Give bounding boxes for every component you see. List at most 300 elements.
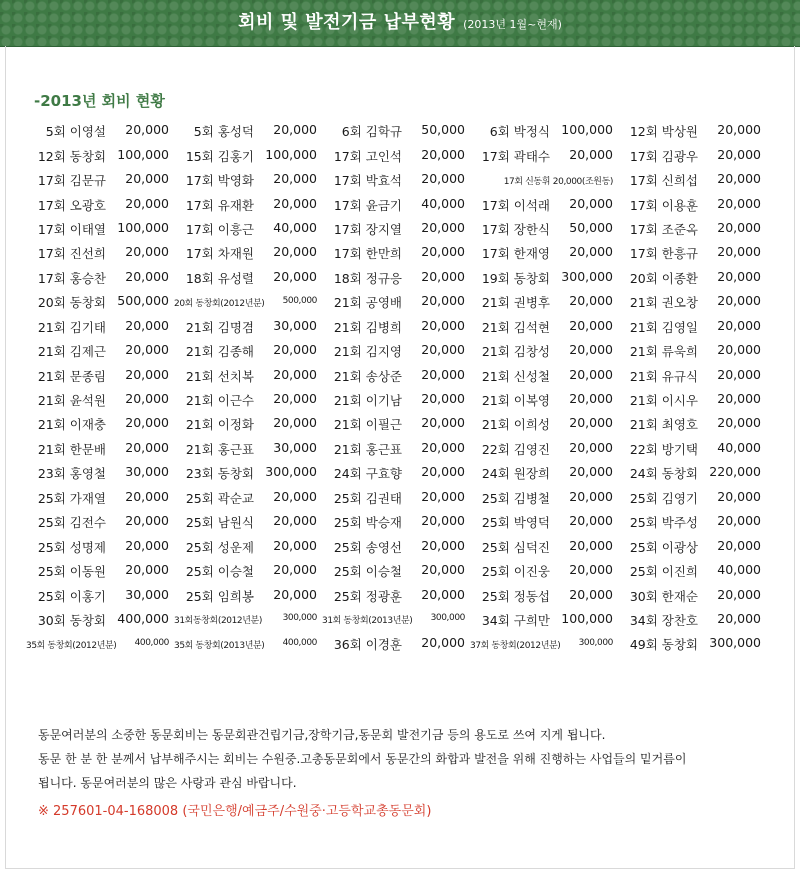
member-name: 25회 이진웅 bbox=[481, 564, 550, 580]
member-name: 25회 곽순교 bbox=[185, 490, 254, 506]
member-name: 21회 공영배 bbox=[333, 295, 402, 311]
dues-entry bbox=[174, 342, 322, 360]
member-name: 17회 이석래 bbox=[481, 197, 550, 213]
member-name: 18회 유성렬 bbox=[185, 270, 254, 286]
dues-row bbox=[26, 192, 766, 216]
amount: 20,000 bbox=[569, 244, 613, 260]
dues-entry bbox=[470, 391, 618, 409]
dues-entry bbox=[618, 342, 766, 360]
dues-row bbox=[26, 559, 766, 583]
member-name: 6회 김학규 bbox=[341, 124, 402, 140]
dues-entry bbox=[26, 489, 174, 507]
amount: 20,000 bbox=[717, 122, 761, 138]
amount: 20,000 bbox=[421, 146, 465, 162]
amount: 400,000 bbox=[117, 610, 169, 626]
member-name: 17회 장지열 bbox=[333, 221, 402, 237]
member-name: 21회 홍근표 bbox=[333, 441, 402, 457]
dues-entry bbox=[618, 611, 766, 629]
dues-entry bbox=[618, 635, 766, 653]
amount: 300,000 bbox=[265, 464, 317, 480]
dues-entry bbox=[618, 367, 766, 385]
dues-row bbox=[26, 583, 766, 607]
member-name: 25회 김전수 bbox=[37, 515, 106, 531]
member-name: 17회 이흥근 bbox=[185, 221, 254, 237]
dues-row bbox=[26, 437, 766, 461]
member-name: 25회 가재열 bbox=[37, 490, 106, 506]
member-name: 17회 한재영 bbox=[481, 246, 550, 262]
member-name: 21회 이희성 bbox=[481, 417, 550, 433]
dues-entry bbox=[26, 415, 174, 433]
amount: 300,000 bbox=[578, 637, 613, 648]
amount: 20,000 bbox=[421, 562, 465, 578]
amount: 20,000 bbox=[421, 586, 465, 602]
dues-row bbox=[26, 266, 766, 290]
amount: 20,000 bbox=[717, 317, 761, 333]
amount: 20,000 bbox=[569, 366, 613, 382]
member-name: 25회 성명제 bbox=[37, 539, 106, 555]
dues-entry bbox=[26, 147, 174, 165]
amount: 20,000 bbox=[125, 537, 169, 553]
amount: 20,000 bbox=[421, 464, 465, 480]
dues-entry bbox=[470, 220, 618, 238]
dues-entry bbox=[470, 638, 618, 651]
dues-entry bbox=[470, 244, 618, 262]
amount: 400,000 bbox=[282, 637, 317, 648]
amount: 20,000 bbox=[125, 439, 169, 455]
member-name: 36회 이경훈 bbox=[333, 637, 402, 653]
dues-entry bbox=[322, 464, 470, 482]
member-name: 21회 이재충 bbox=[37, 417, 106, 433]
member-name: 20회 동창회(2012년분) bbox=[174, 298, 265, 309]
amount: 20,000 bbox=[273, 562, 317, 578]
dues-entry bbox=[26, 440, 174, 458]
member-name: 12회 박상원 bbox=[629, 124, 698, 140]
amount: 20,000 bbox=[421, 366, 465, 382]
member-name: 21회 김지영 bbox=[333, 344, 402, 360]
dues-entry bbox=[618, 587, 766, 605]
amount: 20,000(조원동) bbox=[552, 176, 613, 187]
member-name: 25회 성운제 bbox=[185, 539, 254, 555]
dues-entry bbox=[174, 318, 322, 336]
amount: 500,000 bbox=[117, 293, 169, 309]
amount: 20,000 bbox=[125, 171, 169, 187]
member-name: 17회 한흥규 bbox=[629, 246, 698, 262]
amount: 20,000 bbox=[717, 293, 761, 309]
dues-entry bbox=[322, 562, 470, 580]
dues-entry bbox=[618, 464, 766, 482]
dues-entry bbox=[322, 318, 470, 336]
amount: 20,000 bbox=[421, 244, 465, 260]
dues-entry bbox=[618, 318, 766, 336]
member-name: 21회 송상준 bbox=[333, 368, 402, 384]
amount: 20,000 bbox=[421, 488, 465, 504]
member-name: 17회 박효석 bbox=[333, 173, 402, 189]
amount: 20,000 bbox=[421, 171, 465, 187]
member-name: 23회 홍영철 bbox=[37, 466, 106, 482]
dues-entry bbox=[174, 489, 322, 507]
member-name: 21회 이근수 bbox=[185, 393, 254, 409]
dues-entry bbox=[470, 587, 618, 605]
amount: 20,000 bbox=[125, 366, 169, 382]
amount: 20,000 bbox=[717, 537, 761, 553]
member-name: 21회 이시우 bbox=[629, 393, 698, 409]
amount: 20,000 bbox=[421, 219, 465, 235]
member-name: 35회 동창회(2012년분) bbox=[26, 640, 117, 651]
dues-entry bbox=[470, 122, 618, 140]
member-name: 34회 장찬호 bbox=[629, 612, 698, 628]
dues-entry bbox=[470, 367, 618, 385]
dues-entry bbox=[174, 538, 322, 556]
amount: 20,000 bbox=[569, 195, 613, 211]
dues-entry bbox=[26, 562, 174, 580]
amount: 20,000 bbox=[273, 171, 317, 187]
member-name: 25회 이홍기 bbox=[37, 588, 106, 604]
member-name: 17회 김문규 bbox=[37, 173, 106, 189]
dues-row bbox=[26, 241, 766, 265]
amount: 20,000 bbox=[273, 366, 317, 382]
note-line-1: 동문여러분의 소중한 동문회비는 동문회관건립기금,장학기금,동문회 발전기금 등의 용도로 쓰여 지게 됩니다. bbox=[38, 728, 606, 742]
dues-entry bbox=[26, 269, 174, 287]
member-name: 21회 김기태 bbox=[37, 319, 106, 335]
dues-row bbox=[26, 119, 766, 143]
dues-entry bbox=[322, 367, 470, 385]
dues-entry bbox=[470, 464, 618, 482]
dues-entry bbox=[618, 440, 766, 458]
dues-entry bbox=[618, 147, 766, 165]
amount: 20,000 bbox=[421, 268, 465, 284]
amount: 30,000 bbox=[125, 586, 169, 602]
dues-entry bbox=[322, 440, 470, 458]
amount: 20,000 bbox=[717, 146, 761, 162]
amount: 50,000 bbox=[569, 219, 613, 235]
amount: 20,000 bbox=[273, 488, 317, 504]
dues-entry bbox=[618, 220, 766, 238]
amount: 30,000 bbox=[273, 439, 317, 455]
amount: 20,000 bbox=[569, 317, 613, 333]
amount: 20,000 bbox=[125, 488, 169, 504]
amount: 100,000 bbox=[561, 610, 613, 626]
dues-entry bbox=[322, 269, 470, 287]
member-name: 34회 구희만 bbox=[481, 612, 550, 628]
amount: 20,000 bbox=[273, 122, 317, 138]
dues-entry bbox=[26, 318, 174, 336]
amount: 20,000 bbox=[717, 342, 761, 358]
member-name: 25회 남원식 bbox=[185, 515, 254, 531]
member-name: 25회 김권태 bbox=[333, 490, 402, 506]
dues-entry bbox=[174, 122, 322, 140]
dues-entry bbox=[26, 638, 174, 651]
dues-entry bbox=[322, 171, 470, 189]
header-text bbox=[0, 0, 800, 46]
member-name: 23회 동창회 bbox=[185, 466, 254, 482]
member-name: 21회 류욱희 bbox=[629, 344, 698, 360]
dues-entry bbox=[26, 171, 174, 189]
amount: 20,000 bbox=[569, 146, 613, 162]
member-name: 25회 박영덕 bbox=[481, 515, 550, 531]
member-name: 21회 이복영 bbox=[481, 393, 550, 409]
amount: 100,000 bbox=[117, 146, 169, 162]
amount: 300,000 bbox=[430, 613, 465, 624]
dues-entry bbox=[174, 269, 322, 287]
dues-entry bbox=[26, 220, 174, 238]
member-name: 17회 이태열 bbox=[37, 221, 106, 237]
amount: 20,000 bbox=[717, 244, 761, 260]
member-name: 17회 차재원 bbox=[185, 246, 254, 262]
dues-entry bbox=[174, 587, 322, 605]
dues-entry bbox=[174, 296, 322, 309]
amount: 20,000 bbox=[273, 537, 317, 553]
dues-entry bbox=[470, 513, 618, 531]
dues-row bbox=[26, 315, 766, 339]
member-name: 17회 오광호 bbox=[37, 197, 106, 213]
amount: 20,000 bbox=[569, 562, 613, 578]
member-name: 25회 이승철 bbox=[333, 564, 402, 580]
member-name: 21회 김영일 bbox=[629, 319, 698, 335]
member-name: 21회 윤석원 bbox=[37, 393, 106, 409]
member-name: 30회 동창회 bbox=[37, 612, 106, 628]
dues-entry bbox=[322, 122, 470, 140]
member-name: 21회 권오창 bbox=[629, 295, 698, 311]
amount: 20,000 bbox=[569, 464, 613, 480]
member-name: 25회 김병철 bbox=[481, 490, 550, 506]
dues-entry bbox=[322, 244, 470, 262]
dues-row bbox=[26, 290, 766, 314]
amount: 100,000 bbox=[117, 219, 169, 235]
amount: 20,000 bbox=[273, 513, 317, 529]
dues-entry bbox=[470, 538, 618, 556]
member-name: 35회 동창회(2013년분) bbox=[174, 640, 265, 651]
dues-entry bbox=[322, 635, 470, 653]
dues-entry bbox=[470, 196, 618, 214]
member-name: 21회 홍근표 bbox=[185, 441, 254, 457]
member-name: 25회 이진희 bbox=[629, 564, 698, 580]
dues-entry bbox=[618, 562, 766, 580]
member-name: 25회 김영기 bbox=[629, 490, 698, 506]
amount: 20,000 bbox=[273, 195, 317, 211]
dues-entry bbox=[174, 244, 322, 262]
member-name: 21회 김종해 bbox=[185, 344, 254, 360]
dues-entry bbox=[26, 122, 174, 140]
amount: 20,000 bbox=[569, 586, 613, 602]
dues-entry bbox=[322, 513, 470, 531]
dues-entry bbox=[322, 538, 470, 556]
member-name: 25회 이광상 bbox=[629, 539, 698, 555]
member-name: 21회 권병후 bbox=[481, 295, 550, 311]
amount: 400,000 bbox=[134, 637, 169, 648]
member-name: 17회 조준옥 bbox=[629, 221, 698, 237]
dues-entry bbox=[470, 415, 618, 433]
dues-row bbox=[26, 217, 766, 241]
amount: 500,000 bbox=[282, 295, 317, 306]
dues-entry bbox=[618, 538, 766, 556]
amount: 20,000 bbox=[717, 488, 761, 504]
dues-entry bbox=[470, 342, 618, 360]
dues-entry bbox=[618, 244, 766, 262]
member-name: 24회 구효향 bbox=[333, 466, 402, 482]
member-name: 49회 동창회 bbox=[629, 637, 698, 653]
amount: 20,000 bbox=[273, 268, 317, 284]
dues-entry bbox=[26, 293, 174, 311]
amount: 20,000 bbox=[125, 244, 169, 260]
dues-row bbox=[26, 486, 766, 510]
amount: 20,000 bbox=[273, 415, 317, 431]
amount: 20,000 bbox=[421, 415, 465, 431]
amount: 20,000 bbox=[569, 391, 613, 407]
amount: 20,000 bbox=[717, 610, 761, 626]
amount: 20,000 bbox=[273, 342, 317, 358]
bank-account: ※ 257601-04-168008 (국민은행/예금주/수원중·고등학교총동문회) bbox=[38, 804, 432, 819]
dues-entry bbox=[618, 269, 766, 287]
member-name: 21회 김창성 bbox=[481, 344, 550, 360]
amount: 300,000 bbox=[709, 635, 761, 651]
dues-entry bbox=[618, 415, 766, 433]
amount: 20,000 bbox=[569, 439, 613, 455]
dues-entry bbox=[174, 196, 322, 214]
member-name: 21회 김석현 bbox=[481, 319, 550, 335]
dues-entry bbox=[174, 440, 322, 458]
member-name: 21회 김명겸 bbox=[185, 319, 254, 335]
amount: 20,000 bbox=[421, 317, 465, 333]
member-name: 22회 방기택 bbox=[629, 441, 698, 457]
dues-entry bbox=[174, 513, 322, 531]
dues-entry bbox=[618, 196, 766, 214]
dues-entry bbox=[26, 611, 174, 629]
dues-entry bbox=[322, 391, 470, 409]
member-name: 17회 윤금기 bbox=[333, 197, 402, 213]
dues-entry bbox=[322, 415, 470, 433]
amount: 20,000 bbox=[717, 171, 761, 187]
dues-entry bbox=[174, 464, 322, 482]
dues-entry bbox=[174, 613, 322, 626]
dues-entry bbox=[470, 611, 618, 629]
amount: 20,000 bbox=[421, 342, 465, 358]
amount: 20,000 bbox=[125, 122, 169, 138]
member-name: 37회 동창회(2012년분) bbox=[470, 640, 561, 651]
amount: 300,000 bbox=[282, 613, 317, 624]
dues-entry bbox=[26, 391, 174, 409]
dues-entry bbox=[26, 587, 174, 605]
amount: 20,000 bbox=[273, 391, 317, 407]
dues-entry bbox=[322, 489, 470, 507]
member-name: 17회 장한식 bbox=[481, 221, 550, 237]
member-name: 17회 곽태수 bbox=[481, 148, 550, 164]
amount: 20,000 bbox=[273, 586, 317, 602]
amount: 40,000 bbox=[421, 195, 465, 211]
amount: 30,000 bbox=[273, 317, 317, 333]
dues-entry bbox=[470, 318, 618, 336]
member-name: 20회 동창회 bbox=[37, 295, 106, 311]
dues-entry bbox=[174, 391, 322, 409]
dues-entry bbox=[618, 391, 766, 409]
dues-row bbox=[26, 168, 766, 192]
member-name: 24회 동창회 bbox=[629, 466, 698, 482]
dues-entry bbox=[322, 342, 470, 360]
amount: 20,000 bbox=[421, 537, 465, 553]
amount: 20,000 bbox=[717, 513, 761, 529]
member-name: 21회 유규식 bbox=[629, 368, 698, 384]
member-name: 17회 이용훈 bbox=[629, 197, 698, 213]
dues-entry bbox=[470, 562, 618, 580]
dues-row bbox=[26, 608, 766, 632]
amount: 20,000 bbox=[717, 268, 761, 284]
dues-entry bbox=[322, 147, 470, 165]
amount: 20,000 bbox=[421, 439, 465, 455]
dues-entry bbox=[26, 342, 174, 360]
amount: 20,000 bbox=[125, 195, 169, 211]
amount: 20,000 bbox=[125, 268, 169, 284]
amount: 20,000 bbox=[125, 317, 169, 333]
amount: 220,000 bbox=[709, 464, 761, 480]
dues-entry bbox=[322, 293, 470, 311]
member-name: 21회 선치복 bbox=[185, 368, 254, 384]
member-name: 31회동창회(2012년분) bbox=[174, 616, 262, 627]
member-name: 25회 송영선 bbox=[333, 539, 402, 555]
member-name: 25회 이승철 bbox=[185, 564, 254, 580]
amount: 300,000 bbox=[561, 268, 613, 284]
amount: 20,000 bbox=[421, 513, 465, 529]
amount: 20,000 bbox=[717, 391, 761, 407]
note-line-3: 됩니다. 동문여러분의 많은 사랑과 관심 바랍니다. bbox=[38, 776, 297, 790]
amount: 40,000 bbox=[717, 562, 761, 578]
dues-entry bbox=[322, 220, 470, 238]
member-name: 21회 이필근 bbox=[333, 417, 402, 433]
dues-entry bbox=[618, 171, 766, 189]
amount: 20,000 bbox=[273, 244, 317, 260]
member-name: 20회 이종환 bbox=[629, 270, 698, 286]
dues-row bbox=[26, 510, 766, 534]
member-name: 21회 한문배 bbox=[37, 441, 106, 457]
amount: 20,000 bbox=[125, 513, 169, 529]
member-name: 17회 유재환 bbox=[185, 197, 254, 213]
dues-row bbox=[26, 632, 766, 656]
member-name: 21회 문종림 bbox=[37, 368, 106, 384]
dues-entry bbox=[26, 538, 174, 556]
member-name: 25회 임희봉 bbox=[185, 588, 254, 604]
dues-row bbox=[26, 534, 766, 558]
amount: 30,000 bbox=[125, 464, 169, 480]
member-name: 31회 동창회(2013년분) bbox=[322, 616, 413, 627]
amount: 20,000 bbox=[421, 293, 465, 309]
dues-entry bbox=[470, 293, 618, 311]
member-name: 21회 김제근 bbox=[37, 344, 106, 360]
dues-entry bbox=[26, 464, 174, 482]
page-title: 회비 및 발전기금 납부현황 bbox=[238, 12, 456, 33]
amount: 50,000 bbox=[421, 122, 465, 138]
member-name: 21회 이정화 bbox=[185, 417, 254, 433]
member-name: 21회 이기남 bbox=[333, 393, 402, 409]
dues-row bbox=[26, 412, 766, 436]
amount: 20,000 bbox=[125, 391, 169, 407]
member-name: 6회 박정식 bbox=[489, 124, 550, 140]
amount: 20,000 bbox=[717, 586, 761, 602]
amount: 20,000 bbox=[569, 488, 613, 504]
dues-row bbox=[26, 461, 766, 485]
member-name: 22회 김영진 bbox=[481, 441, 550, 457]
dues-entry bbox=[470, 269, 618, 287]
member-name: 25회 심덕진 bbox=[481, 539, 550, 555]
page-subtitle: (2013년 1월~현재) bbox=[463, 18, 562, 31]
member-name: 17회 박영화 bbox=[185, 173, 254, 189]
member-name: 15회 김홍기 bbox=[185, 148, 254, 164]
dues-row bbox=[26, 363, 766, 387]
member-name: 17회 한만희 bbox=[333, 246, 402, 262]
amount: 20,000 bbox=[569, 293, 613, 309]
amount: 100,000 bbox=[561, 122, 613, 138]
amount: 20,000 bbox=[125, 415, 169, 431]
member-name: 21회 김병희 bbox=[333, 319, 402, 335]
dues-entry bbox=[174, 562, 322, 580]
dues-entry bbox=[174, 638, 322, 651]
